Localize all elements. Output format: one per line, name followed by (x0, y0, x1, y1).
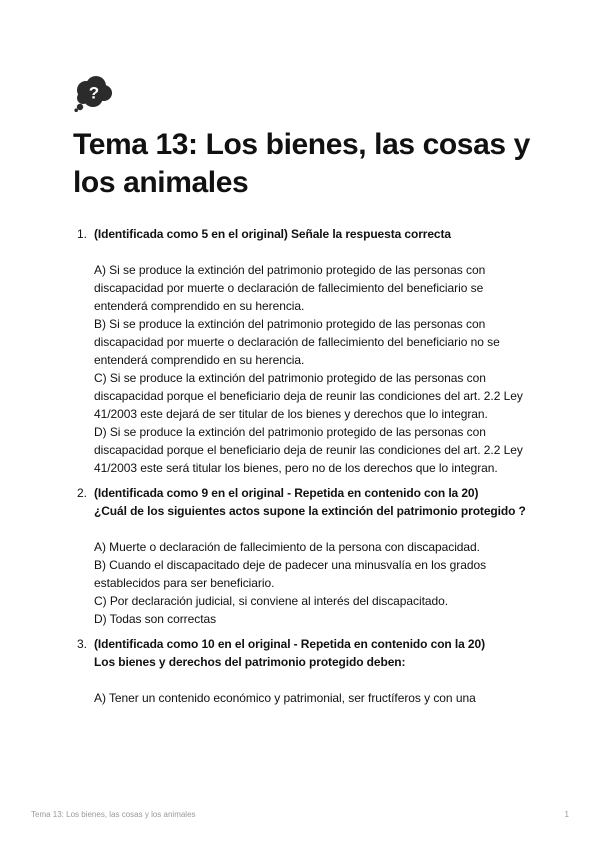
question-heading-line: Los bienes y derechos del patrimonio protegido deben: (94, 655, 406, 669)
answer-option: A) Muerte o declaración de fallecimiento de la persona con discapacidad. (94, 540, 480, 554)
page-title: Tema 13: Los bienes, las cosas y los animales (73, 128, 530, 199)
question-heading (94, 635, 533, 671)
question-heading-line: (Identificada como 10 en el original - Repetida en contenido con la 20) (94, 637, 485, 651)
question-item (73, 484, 533, 628)
thought-bubble-question-icon (74, 76, 114, 112)
answer-option: D) Todas son correctas (94, 612, 217, 626)
question-heading-line: (Identificada como 5 en el original) Señale la respuesta correcta (94, 227, 451, 241)
answer-option: B) Cuando el discapacitado deje de padecer una minusvalía en los grados establecidos para ser beneficiario. (94, 558, 487, 590)
answer-option: B) Si se produce la extinción del patrimonio protegido de las personas con discapacidad por muerte o declaración de fallecimiento del beneficiario no se entenderá comprendido en su herencia. (94, 317, 500, 367)
answer-option: D) Si se produce la extinción del patrimonio protegido de las personas con discapacidad porque el beneficiario deja de reunir las condiciones del art. 2.2 Ley 41/2003 este será titular los bienes, pero no de los derechos que lo integran. (94, 425, 523, 475)
answer-option: A) Si se produce la extinción del patrimonio protegido de las personas con discapacidad por muerte o declaración de fallecimiento del beneficiario se entenderá comprendido en su herencia. (94, 263, 486, 313)
svg-text:?: ? (88, 83, 100, 103)
question-number: 3. (77, 637, 88, 651)
page-number: 1 (564, 810, 569, 819)
question-heading (94, 225, 533, 243)
answer-option: C) Por declaración judicial, si conviene al interés del discapacitado. (94, 594, 449, 608)
question-item (73, 635, 533, 707)
answer-option: C) Si se produce la extinción del patrimonio protegido de las personas con discapacidad porque el beneficiario deja de reunir las condiciones del art. 2.2 Ley 41/2003 este dejará de ser titular de los bienes y derechos que lo integran. (94, 371, 523, 421)
question-number: 1. (77, 227, 88, 241)
question-heading-line: ¿Cuál de los siguientes actos supone la extinción del patrimonio protegido ? (94, 504, 526, 518)
answer-option: A) Tener un contenido económico y patrimonial, ser fructíferos y con una (94, 691, 476, 705)
question-item (73, 225, 533, 477)
question-heading-line: (Identificada como 9 en el original - Repetida en contenido con la 20) (94, 486, 479, 500)
footer-title: Tema 13: Los bienes, las cosas y los animales (31, 810, 196, 819)
question-heading (94, 484, 533, 520)
question-list (73, 225, 533, 714)
question-number: 2. (77, 486, 88, 500)
